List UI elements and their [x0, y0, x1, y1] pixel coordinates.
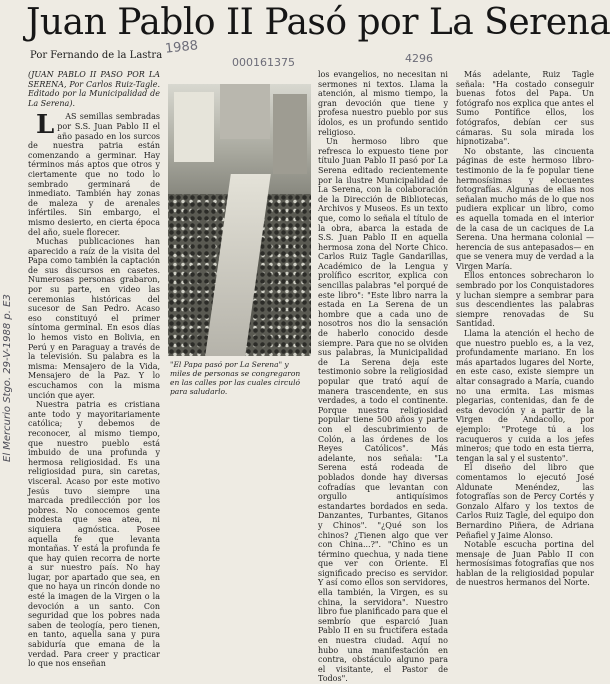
book-credit: (JUAN PABLO II PASO POR LA SERENA, Por Carlos Ruiz-Tagle. Editado por la Municipalidad de La Serena).	[28, 70, 160, 108]
paragraph-11: Notable escucha portina del mensaje de Juan Pablo II con hermosísimas fotografías que nos hablan de la religiosidad popular de nuestros hermanos del Norte.	[456, 540, 594, 588]
article-byline: Por Fernando de la Lastra	[30, 50, 163, 61]
photo-building	[273, 94, 307, 174]
article-column-3	[456, 70, 594, 588]
paragraph-1: L AS semillas sembradas por S.S. Juan Pablo II el año pasado en los surcos de nuestra patria están comenzando a germinar. Hay términos más aptos que otros y ciertamente que no todo lo sembrado germinará de inmediato. También hay zonas de maleza y de arenales infértiles. Sin embargo, el mismo desierto, en cierta época del año, suele florecer.	[28, 110, 160, 237]
handwritten-date-stamp: 1988	[164, 38, 199, 57]
photo-building	[174, 92, 214, 162]
paragraph-8: Ellos entonces sobrecharon lo sembrado por los Conquistadores y luchan siempre a sembrar para sus descendientes las palabras siempre renovadas de Su Santidad.	[456, 271, 594, 329]
paragraph-4: los evangelios, no necesitan ni sermones ni textos. Llama la atención, al mismo tiempo, la gran devoción que tiene y profesa nuestro pueblo por sus ídolos, es un profundo sentido religioso.	[318, 70, 448, 137]
paragraph-3: Nuestra patria es cristiana ante todo y mayoritariamente católica; y debemos de reconocer, al mismo tiempo, que nuestro pueblo está imbuido de una profunda y hermosa religiosidad. Es una religiosidad pura, sin caretas, visceral. Acaso por este motivo Jesús tuvo siempre una marcada predilección por los pobres. No conocemos gente modesta que sea atea, ni siquiera agnóstica. Posee aquella fe que levanta montañas. Y está la profunda fe que hay quien recorra de norte a sur nuestro país. No hay lugar, por apartado que sea, en que no haya un rincón donde no esté la imagen de la Virgen o la devoción a un santo. Con seguridad que los pobres nada saben de teología, pero tienen, en tanto, aquella sana y pura sabiduría que emana de la verdad. Para creer y practicar lo que nos enseñan	[28, 400, 160, 669]
article-headline: Juan Pablo II Pasó por La Serena	[26, 2, 610, 43]
paragraph-10: El diseño del libro que comentamos lo ejecutó José Aldunate Menéndez, las fotografías son de Percy Cortés y Gonzalo Alfaro y los textos de Carlos Ruiz Tagle, del equipo don Bernardino Piñera, de Adriana Peñafiel y Jaime Alonso.	[456, 463, 594, 540]
photo-building	[220, 84, 270, 139]
paragraph-9: Llama la atención el hecho de que nuestro pueblo es, a la vez, profundamente mariano. En los más apartados lugares del Norte, en este caso, existe siempre un altar consagrado a María, cuando no una ermita. Las mismas plegarias, contenidas, dan fe de esta devoción y a partir de la Virgen de Andacollo, por ejemplo: "Protege tú a los racuqueros y cuida a los jefes mineros; que todo en esta tierra, tengan la sal y el sustento".	[456, 329, 594, 463]
archive-margin-note: El Mercurio Stgo. 29-V-1988 p. E3	[2, 294, 13, 462]
archive-code-stamp: 4296	[405, 52, 433, 65]
drop-cap: L	[36, 110, 55, 141]
paragraph-2: Muchas publicaciones han aparecido a raíz de la visita del Papa como también la captación de sus discursos en casetes. Numerosas personas grabaron, por su parte, en video las ceremonias históricas del sucesor de San Pedro. Acaso eso constituyó el primer síntoma germinal. En esos días lo hemos visto en Bolivia, en Perú y en Paraguay a través de la televisión. Su palabra es la misma: Mensajero de la Vida, Mensajero de la Paz. Y lo escuchamos con la misma unción que ayer.	[28, 237, 160, 400]
archive-number-stamp: 000161375	[232, 56, 295, 69]
paragraph-7: No obstante, las cincuenta páginas de este hermoso libro-testimonio de la fe popular tiene hermosísimas y elocuentes fotografías. Algunas de ellas nos señalan mucho más de lo que nos pudiera explicar un libro, como es aquella tomada en el interior de la casa de un caciques de La Serena. Una hermana colonial —herencia de sus antepasados— en que se venera muy de verdad a la Virgen María.	[456, 146, 594, 271]
paragraph-6: Más adelante, Ruiz Tagle señala: "Ha costado conseguir buenas fotos del Papa. Un fotógrafo nos explica que antes el Sumo Pontífice ellos, los fotógrafos, debían cer sus cámaras. Su sola mirada los hipnotizaba".	[456, 70, 594, 147]
article-column-1	[28, 70, 160, 669]
archive-margin	[0, 60, 20, 462]
paragraph-5: Un hermoso libro que refresca lo expuesto tiene por título Juan Pablo II pasó por La Serena editado recientemente por la ilustre Municipalidad de La Serena, con la colaboración de la Dirección de Bibliotecas, Archivos y Museos. Es un texto que, como lo señala el título de la obra, abarca la estada de S.S. Juan Pablo II en aquella hermosa zona del Norte Chico. Carlos Ruiz Tagle Gandarillas, Académico de la Lengua y prolífico escritor, explica con sencillas palabras "el porqué de este libro": "Este libro narra la estada en La Serena de un hombre que a cada uno de nosotros nos dio la sensación de haberlo conocido desde siempre. Para que no se olviden sus palabras, la Municipalidad de La Serena deja este testimonio sobre la religiosidad popular que trató aquí de manera trascendente, en sus verdades, a todo el continente. Porque nuestra religiosidad popular tiene 500 años y parte con el descubrimiento de Colón, a las órdenes de los Reyes Católicos". Más adelante, nos señala: "La Serena está rodeada de poblados donde hay diversas cofradías que levantan con orgullo antiquísimos estandartes bordados en seda. Danzantes, Turbantes, Gitanos y Chinos". "¿Qué son los chinos? ¿Tienen algo que ver con China...?". "Chino es un término quechua, y nada tiene que ver con Oriente. El significado preciso es servidor. Y así como ellos son servidores, ella también, la Virgen, es su china, la servidora". Nuestro libro fue planificado para que el sembrío que esparció Juan Pablo II en su fructífera estada en nuestra ciudad. Aquí no hubo una manifestación en contra, obstáculo alguno para el visitante, el Pastor de Todos".	[318, 137, 448, 684]
photo-caption: "El Papa pasó por La Serena" y miles de personas se congregaron en las calles por las cuales circuló para saludarlo.	[170, 360, 301, 396]
crowd-photo	[168, 84, 311, 356]
article-column-2	[318, 70, 448, 684]
